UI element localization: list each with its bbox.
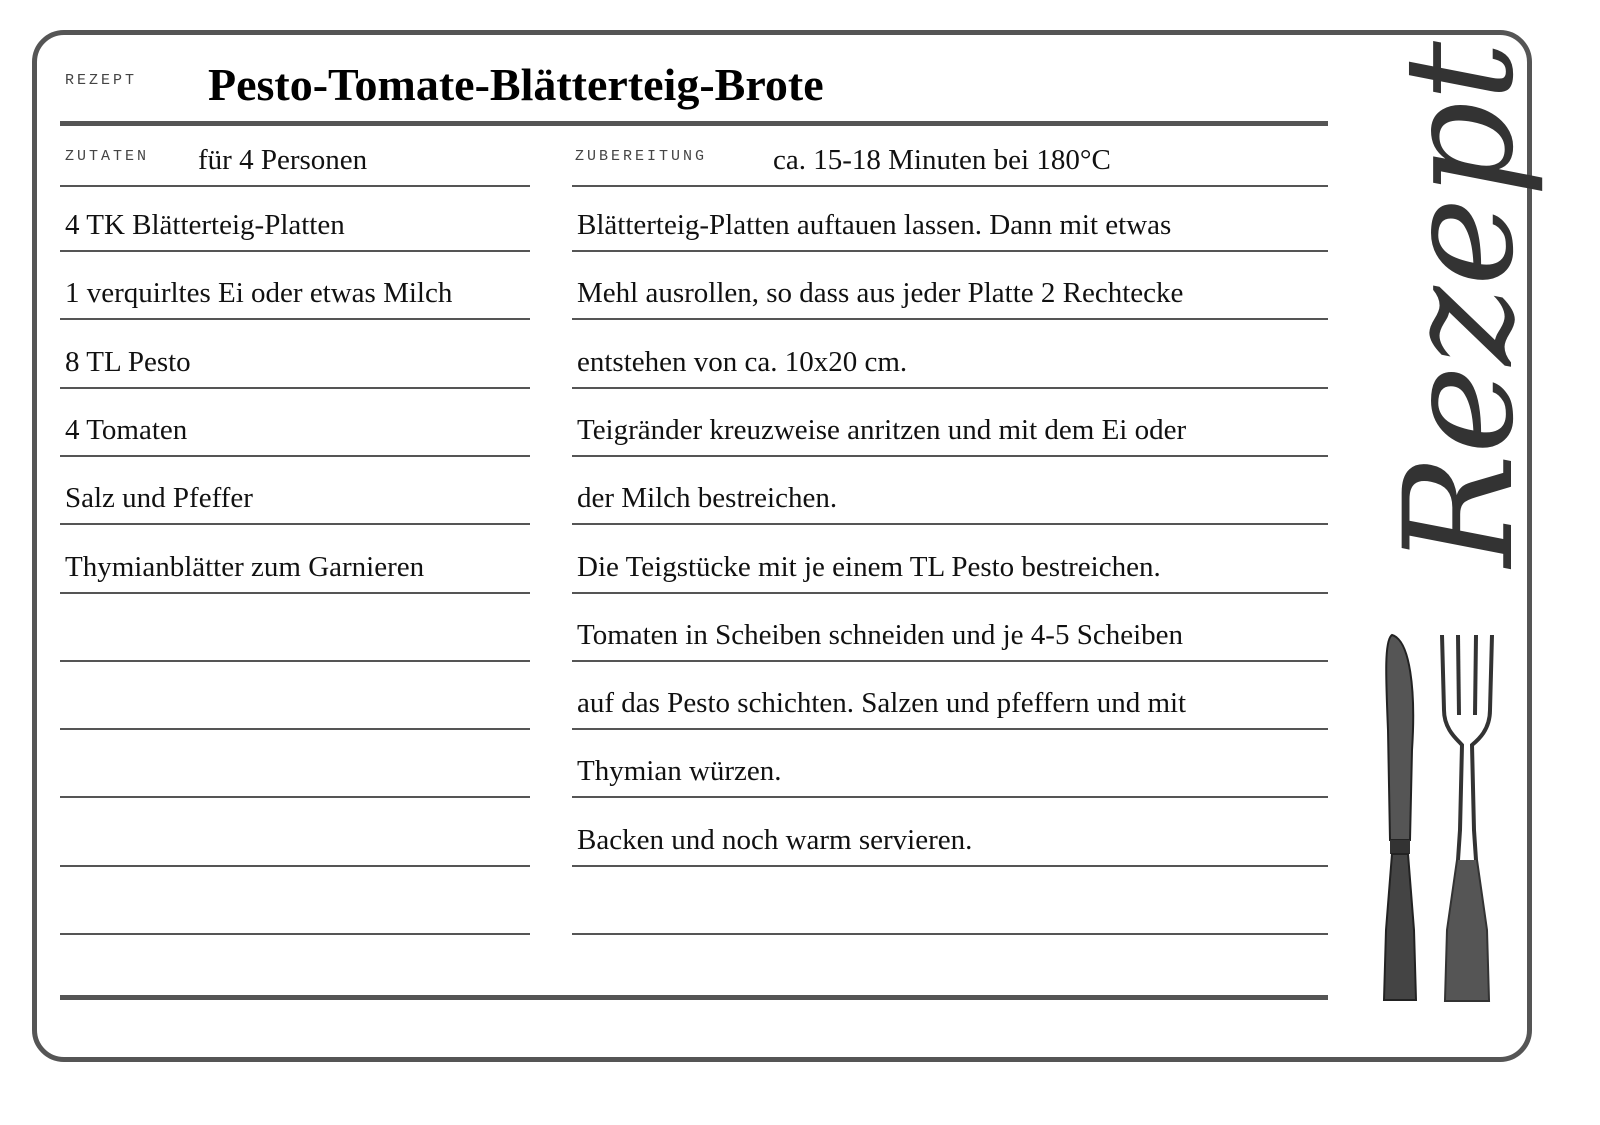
ingredient-item: 1 verquirltes Ei oder etwas Milch <box>60 254 530 320</box>
ingredient-item <box>60 869 530 935</box>
ingredient-item <box>60 596 530 662</box>
ingredient-item <box>60 732 530 798</box>
recipe-title: Pesto-Tomate-Blätterteig-Brote <box>208 59 824 110</box>
preparation-line: Blätterteig-Platten auftauen lassen. Dann mit etwas <box>572 186 1328 252</box>
bottom-divider <box>60 995 1328 1000</box>
ingredient-item: Thymianblätter zum Garnieren <box>60 528 530 594</box>
preparation-line: auf das Pesto schichten. Salzen und pfeffern und mit <box>572 664 1328 730</box>
preparation-line: Mehl ausrollen, so dass aus jeder Platte 2 Rechtecke <box>572 254 1328 320</box>
preparation-line: Die Teigstücke mit je einem TL Pesto bestreichen. <box>572 528 1328 594</box>
ingredient-item: 4 TK Blätterteig-Platten <box>60 186 530 252</box>
rezept-script-word: Rezept <box>1373 41 1547 567</box>
fork-icon <box>1432 630 1502 1010</box>
preparation-line: der Milch bestreichen. <box>572 459 1328 525</box>
preparation-line: entstehen von ca. 10x20 cm. <box>572 323 1328 389</box>
ingredient-item: Salz und Pfeffer <box>60 459 530 525</box>
preparation-line: Backen und noch warm servieren. <box>572 801 1328 867</box>
knife-icon <box>1370 630 1430 1010</box>
ingredients-label: ZUTATEN <box>65 148 150 165</box>
preparation-line: Tomaten in Scheiben schneiden und je 4-5 Scheiben <box>572 596 1328 662</box>
rezept-label: REZEPT <box>65 72 138 89</box>
preparation-line: Thymian würzen. <box>572 732 1328 798</box>
ingredient-item: 4 Tomaten <box>60 391 530 457</box>
ingredient-item <box>60 801 530 867</box>
servings: für 4 Personen <box>198 144 368 176</box>
preparation-label: ZUBEREITUNG <box>575 148 708 165</box>
preparation-time: ca. 15-18 Minuten bei 180°C <box>773 144 1111 176</box>
ingredient-item <box>60 664 530 730</box>
preparation-line: Teigränder kreuzweise anritzen und mit dem Ei oder <box>572 391 1328 457</box>
ingredient-item: 8 TL Pesto <box>60 323 530 389</box>
preparation-line <box>572 869 1328 935</box>
